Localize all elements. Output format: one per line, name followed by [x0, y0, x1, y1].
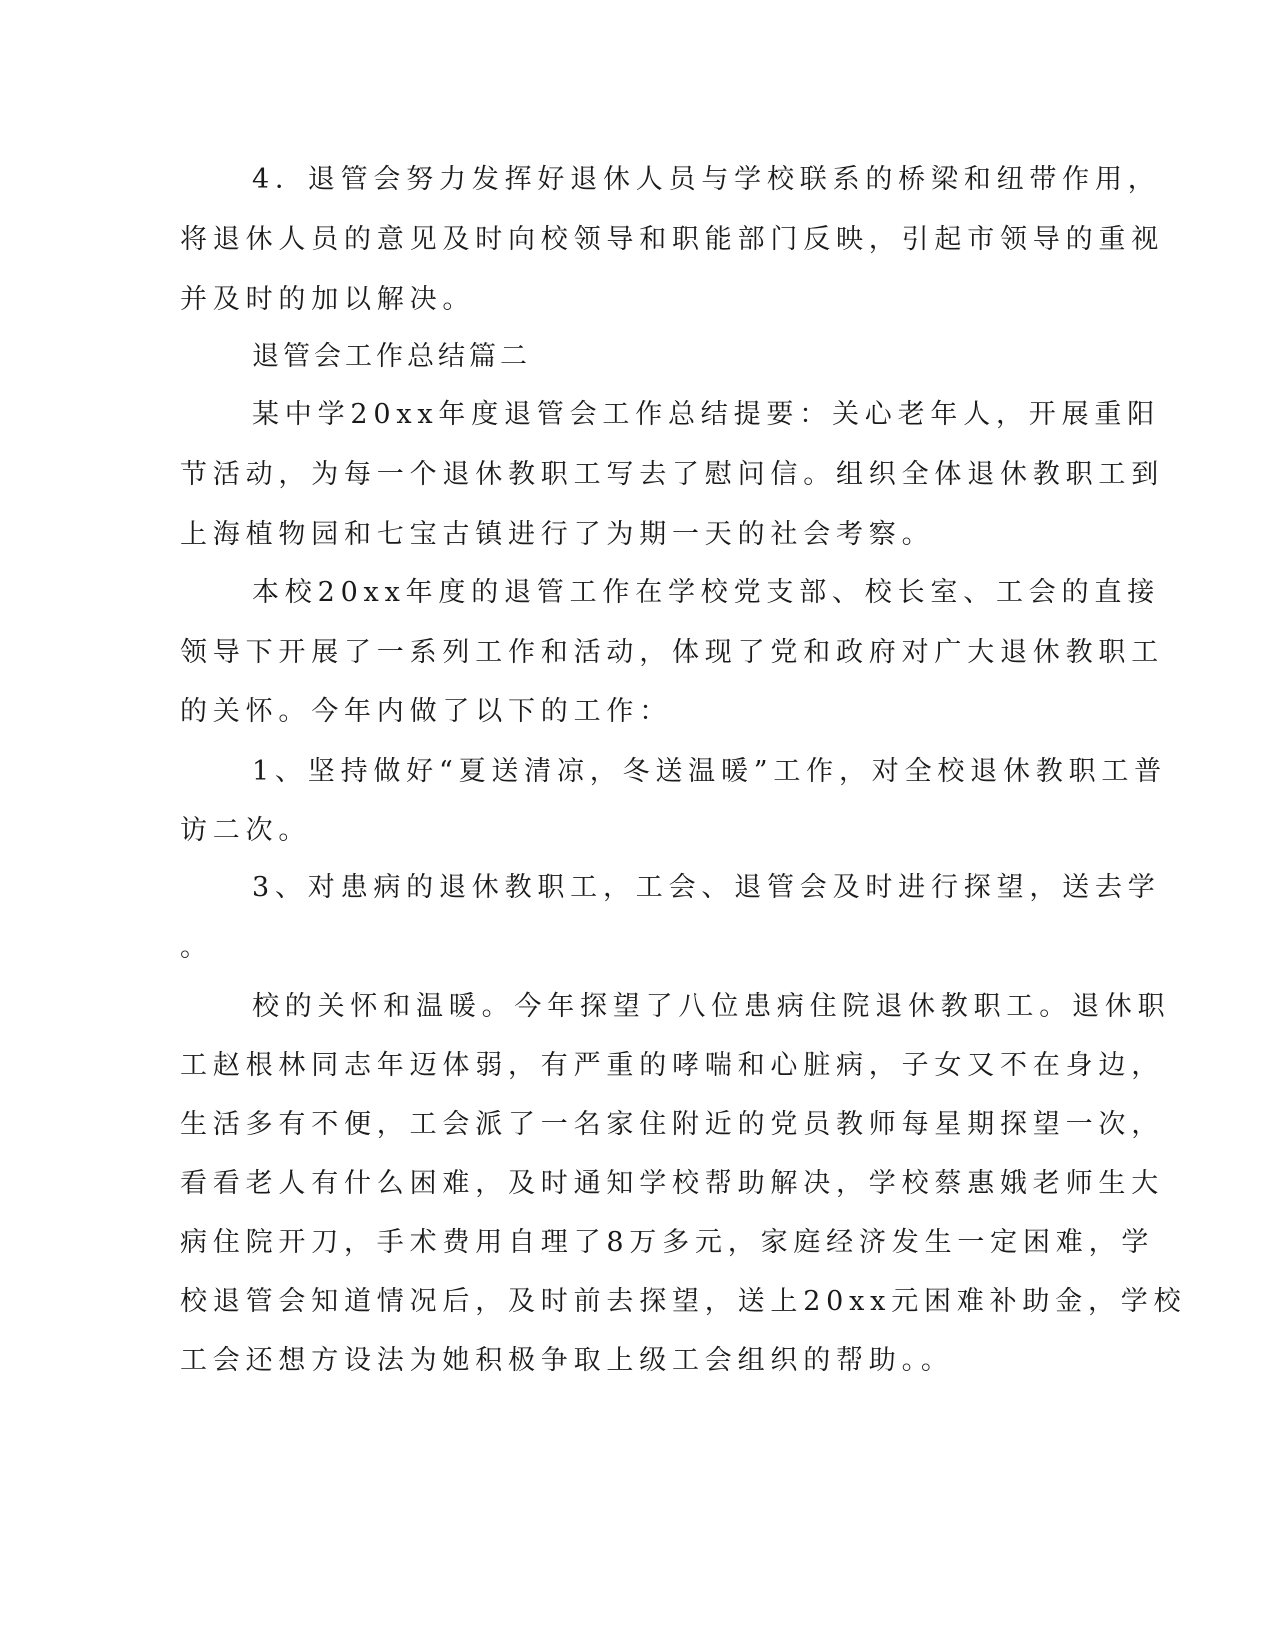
summary-line-2: 节活动，为每一个退休教职工写去了慰问信。组织全体退休教职工到 [180, 459, 1164, 490]
intro-line-1: 本校20xx年度的退管工作在学校党支部、校长室、工会的直接 [252, 577, 1161, 608]
care-line-7: 工会还想方设法为她积极争取上级工会组织的帮助。。 [180, 1345, 954, 1376]
care-line-4: 看看老人有什么困难，及时通知学校帮助解决，学校蔡惠娥老师生大 [180, 1168, 1164, 1199]
paragraph-4-line-2: 将退休人员的意见及时向校领导和职能部门反映，引起市领导的重视 [180, 224, 1164, 255]
item-3-line-2: 。 [180, 932, 213, 963]
summary-line-1: 某中学20xx年度退管会工作总结提要：关心老年人，开展重阳 [252, 399, 1161, 430]
intro-line-2: 领导下开展了一系列工作和活动，体现了党和政府对广大退休教职工 [180, 637, 1164, 668]
care-line-5: 病住院开刀，手术费用自理了8万多元，家庭经济发生一定困难，学 [180, 1227, 1155, 1258]
item-3-line-1: 3、对患病的退休教职工，工会、退管会及时进行探望，送去学 [252, 872, 1161, 903]
care-line-2: 工赵根林同志年迈体弱，有严重的哮喘和心脏病，子女又不在身边， [180, 1050, 1164, 1081]
care-line-6: 校退管会知道情况后，及时前去探望，送上20xx元困难补助金，学校 [180, 1286, 1187, 1317]
summary-line-3: 上海植物园和七宝古镇进行了为期一天的社会考察。 [180, 519, 935, 550]
section-heading: 退管会工作总结篇二 [252, 341, 531, 372]
item-1-line-2: 访二次。 [180, 815, 312, 846]
paragraph-4-line-1: 4．退管会努力发挥好退休人员与学校联系的桥梁和纽带作用， [252, 164, 1161, 195]
care-line-3: 生活多有不便，工会派了一名家住附近的党员教师每星期探望一次， [180, 1109, 1164, 1140]
care-line-1: 校的关怀和温暖。今年探望了八位患病住院退休教职工。退休职 [252, 991, 1171, 1022]
intro-line-3: 的关怀。今年内做了以下的工作： [180, 696, 672, 727]
item-1-line-1: 1、坚持做好“夏送清凉，冬送温暖”工作，对全校退休教职工普 [252, 756, 1167, 787]
paragraph-4-line-3: 并及时的加以解决。 [180, 284, 476, 315]
